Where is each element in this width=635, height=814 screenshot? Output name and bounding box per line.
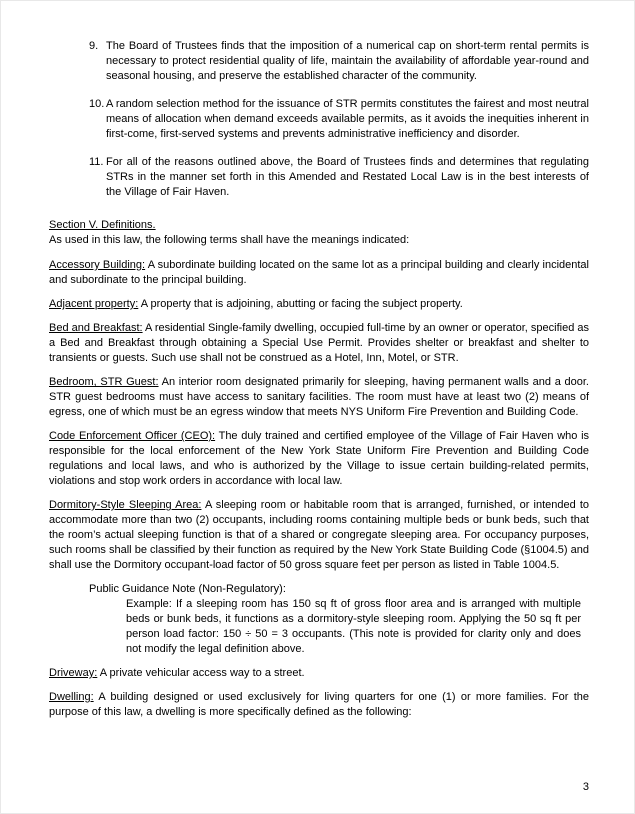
definition-item — [49, 429, 589, 489]
definition-text: A residential Single-family dwelling, occupied full-time by an owner or operator, specified as a Bed and Breakfast through obtaining a Special Use Permit. Provides shelter or breakfast and shelter to transients or guests. Such use shall not be construed as a Hotel, Inn, Motel, or STR. — [49, 322, 590, 364]
definition-item — [49, 297, 589, 312]
guidance-note-body: Example: If a sleeping room has 150 sq ft of gross floor area and is arranged with multiple beds or bunk beds, it functions as a dormitory-style sleeping room. Applying the 50 sq ft per person load factor: 150 ÷ 50 = 3 occupants. (This note is provided for clarity only and does not modify the legal definition above. — [126, 598, 581, 655]
definition-item — [49, 498, 589, 573]
definition-text: A private vehicular access way to a street. — [99, 667, 305, 679]
finding-text: The Board of Trustees finds that the imposition of a numerical cap on short-term rental permits is necessary to protect residential quality of life, maintain the availability of affordable year-round and seasonal housing, and preserve the established character of the community. — [106, 40, 589, 82]
definition-item — [49, 321, 589, 366]
definition-term: Driveway: — [49, 667, 98, 679]
definition-term: Code Enforcement Officer (CEO): — [49, 430, 216, 442]
finding-item — [89, 97, 589, 142]
finding-number: 9. — [89, 40, 99, 52]
section-heading: Section V. Definitions. — [49, 219, 156, 231]
definition-item — [49, 375, 589, 420]
finding-text: For all of the reasons outlined above, the Board of Trustees finds and determines that regulating STRs in the manner set forth in this Amended and Restated Local Law is in the best interests of the Village of Fair Haven. — [106, 156, 589, 198]
definition-term: Bed and Breakfast: — [49, 322, 143, 334]
definition-item — [49, 258, 589, 288]
finding-number: 10. — [89, 98, 105, 110]
definition-text: A building designed or used exclusively for living quarters for one (1) or more families. For the purpose of this law, a dwelling is more specifically defined as the following: — [49, 691, 589, 718]
definition-text: A property that is adjoining, abutting or facing the subject property. — [140, 298, 463, 310]
definition-text: The duly trained and certified employee of the Village of Fair Haven who is responsible for the local enforcement of the New York State Uniform Fire Prevention and Building Code regulations and local laws, and who is authorized by the Village to issue certain building-related permits, violations and stop work orders in accordance with local law. — [49, 430, 590, 487]
definition-term: Bedroom, STR Guest: — [49, 376, 159, 388]
definition-text: A subordinate building located on the same lot as a principal building and clearly incidental and subordinate to the principal building. — [49, 259, 589, 286]
definition-item — [49, 690, 589, 720]
definition-term: Dormitory-Style Sleeping Area: — [49, 499, 202, 511]
definition-term: Adjacent property: — [49, 298, 139, 310]
finding-number: 11. — [89, 156, 104, 168]
page-number: 3 — [582, 781, 589, 793]
section-intro: As used in this law, the following terms shall have the meanings indicated: — [49, 234, 410, 246]
finding-text: A random selection method for the issuance of STR permits constitutes the fairest and most neutral means of allocation when demand exceeds available permits, as it avoids the inequities inherent in first-come, first-served systems and prevents administrative inefficiency and disorder. — [106, 98, 589, 140]
definition-term: Accessory Building: — [49, 259, 146, 271]
definition-term: Dwelling: — [49, 691, 94, 703]
finding-item — [89, 39, 589, 84]
definition-text: A sleeping room or habitable room that is arranged, furnished, or intended to accommodate more than two (2) occupants, including rooms containing multiple beds or bunk beds, such that the room’s actual sleeping function is that of a shared or congregate sleeping area. For occupancy purposes, such rooms shall be classified by their function as required by the New York State Building Code (§1004.5) and shall use the Dormitory occupant-load factor of 50 gross square feet per person as listed in Table 1004.5. — [49, 499, 589, 571]
guidance-note-title: Public Guidance Note (Non-Regulatory): — [89, 583, 286, 595]
finding-item — [89, 155, 589, 200]
definition-text: An interior room designated primarily for sleeping, having permanent walls and a door. STR guest bedrooms must have access to sanitary facilities. The room must have at least two (2) means of egress, one of which must be an egress window that meets NYS Uniform Fire Prevention and Building Code. — [49, 376, 589, 418]
definition-item — [49, 666, 589, 681]
